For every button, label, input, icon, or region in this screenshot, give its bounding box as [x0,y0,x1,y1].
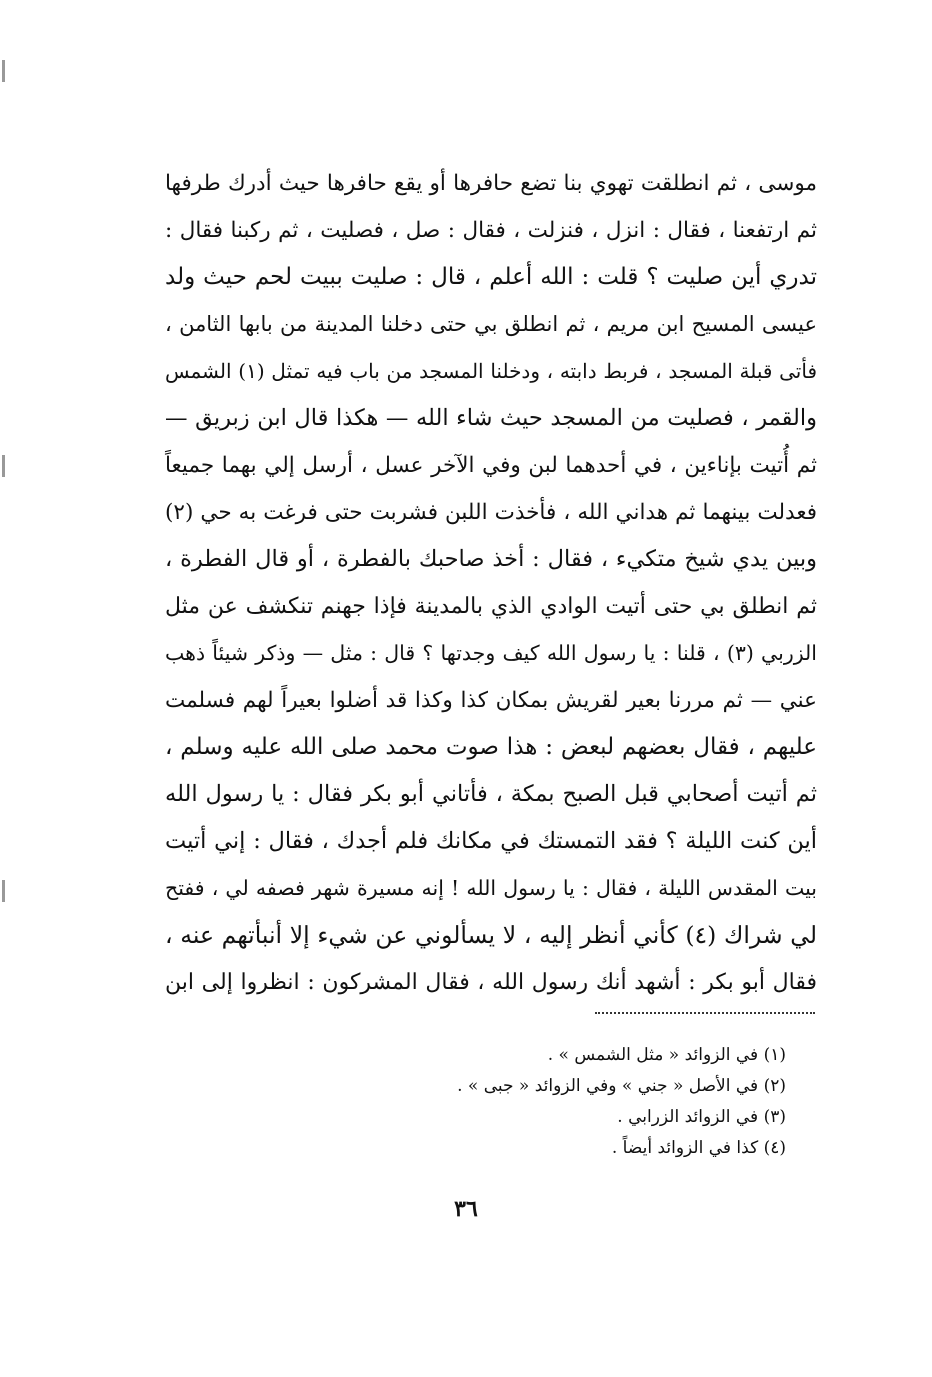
text-line: فأتى قبلة المسجد ، فربط دابته ، ودخلنا المسجد من باب فيه تمثل (١) الشمس [165,359,818,383]
footnote: (٢) في الأصل « جني » وفي الزوائد « جبى » . [457,1076,786,1096]
text-line: لي شراك (٤) كأني أنظر إليه ، لا يسألوني عن شيء إلا أنبأتهم عنه ، [165,921,817,949]
footnote: (٣) في الزوائد الزرابي . [617,1107,786,1127]
text-line: فعدلت بينهما ثم هداني الله ، فأخذت اللبن فشربت حتى فرغت به حي (٢) [165,500,817,525]
text-line: موسى ، ثم انطلقت تهوي بنا تضع حافرها أو يقع حافرها حيث أدرك طرفها [165,171,817,196]
text-line: ثم انطلق بي حتى أتيت الوادي الذي بالمدينة فإذا جهنم تنكشف عن مثل [165,594,817,619]
text-line: الزربي (٣) ، قلنا : يا رسول الله كيف وجدتها ؟ قال : مثل — وذكر شيئاً ذهب [165,641,817,665]
main-text [165,160,817,1006]
footnote: (١) في الزوائد « مثل الشمس » . [547,1045,786,1065]
text-line: أين كنت الليلة ؟ فقد التمستك في مكانك فلم أجدك ، فقال : إني أتيت [165,828,817,854]
text-line: عيسى المسيح ابن مريم ، ثم انطلق بي حتى دخلنا المدينة من بابها الثامن ، [165,312,817,336]
footnotes [400,1040,786,1164]
text-line: عني — ثم مررنا بعير لقريش بمكان كذا وكذا قد أضلوا بعيراً لهم فسلمت [165,688,817,713]
text-line: تدري أين صليت ؟ قلت : الله أعلم ، قال : صليت ببيت لحم حيث ولد [165,264,817,290]
text-line: ثم أتيت أصحابي قبل الصبح بمكة ، فأتاني أبو بكر فقال : يا رسول الله [165,781,817,807]
page-number: ٣٦ [454,1196,478,1222]
footnote: (٤) كذا في الزوائد أيضاً . [611,1138,786,1158]
text-line: والقمر ، فصليت من المسجد حيث شاء الله — هكذا قال ابن زبريق — [165,405,817,431]
text-line: فقال أبو بكر : أشهد أنك رسول الله ، فقال المشركون : انظروا إلى ابن [165,970,817,995]
scan-edge-mark [2,455,5,477]
text-line: عليهم ، فقال بعضهم لبعض : هذا صوت محمد صلى الله عليه وسلم ، [165,734,817,760]
scan-edge-mark [2,880,5,902]
scan-edge-mark [2,60,5,82]
text-line: ثم ارتفعنا ، فقال : انزل ، فنزلت ، فقال : صل ، فصليت ، ثم ركبنا فقال : [165,218,817,243]
text-line: ثم أُتيت بإناءين ، في أحدهما لبن وفي الآخر عسل ، أرسل إلي بهما جميعاً [165,453,817,478]
text-line: بيت المقدس الليلة ، فقال : يا رسول الله ! إنه مسيرة شهر فصفه لي ، ففتح [165,876,817,900]
footnote-separator [595,1012,815,1014]
text-line: وبين يدي شيخ متكيء ، فقال : أخذ صاحبك بالفطرة ، أو قال الفطرة ، [165,546,817,572]
